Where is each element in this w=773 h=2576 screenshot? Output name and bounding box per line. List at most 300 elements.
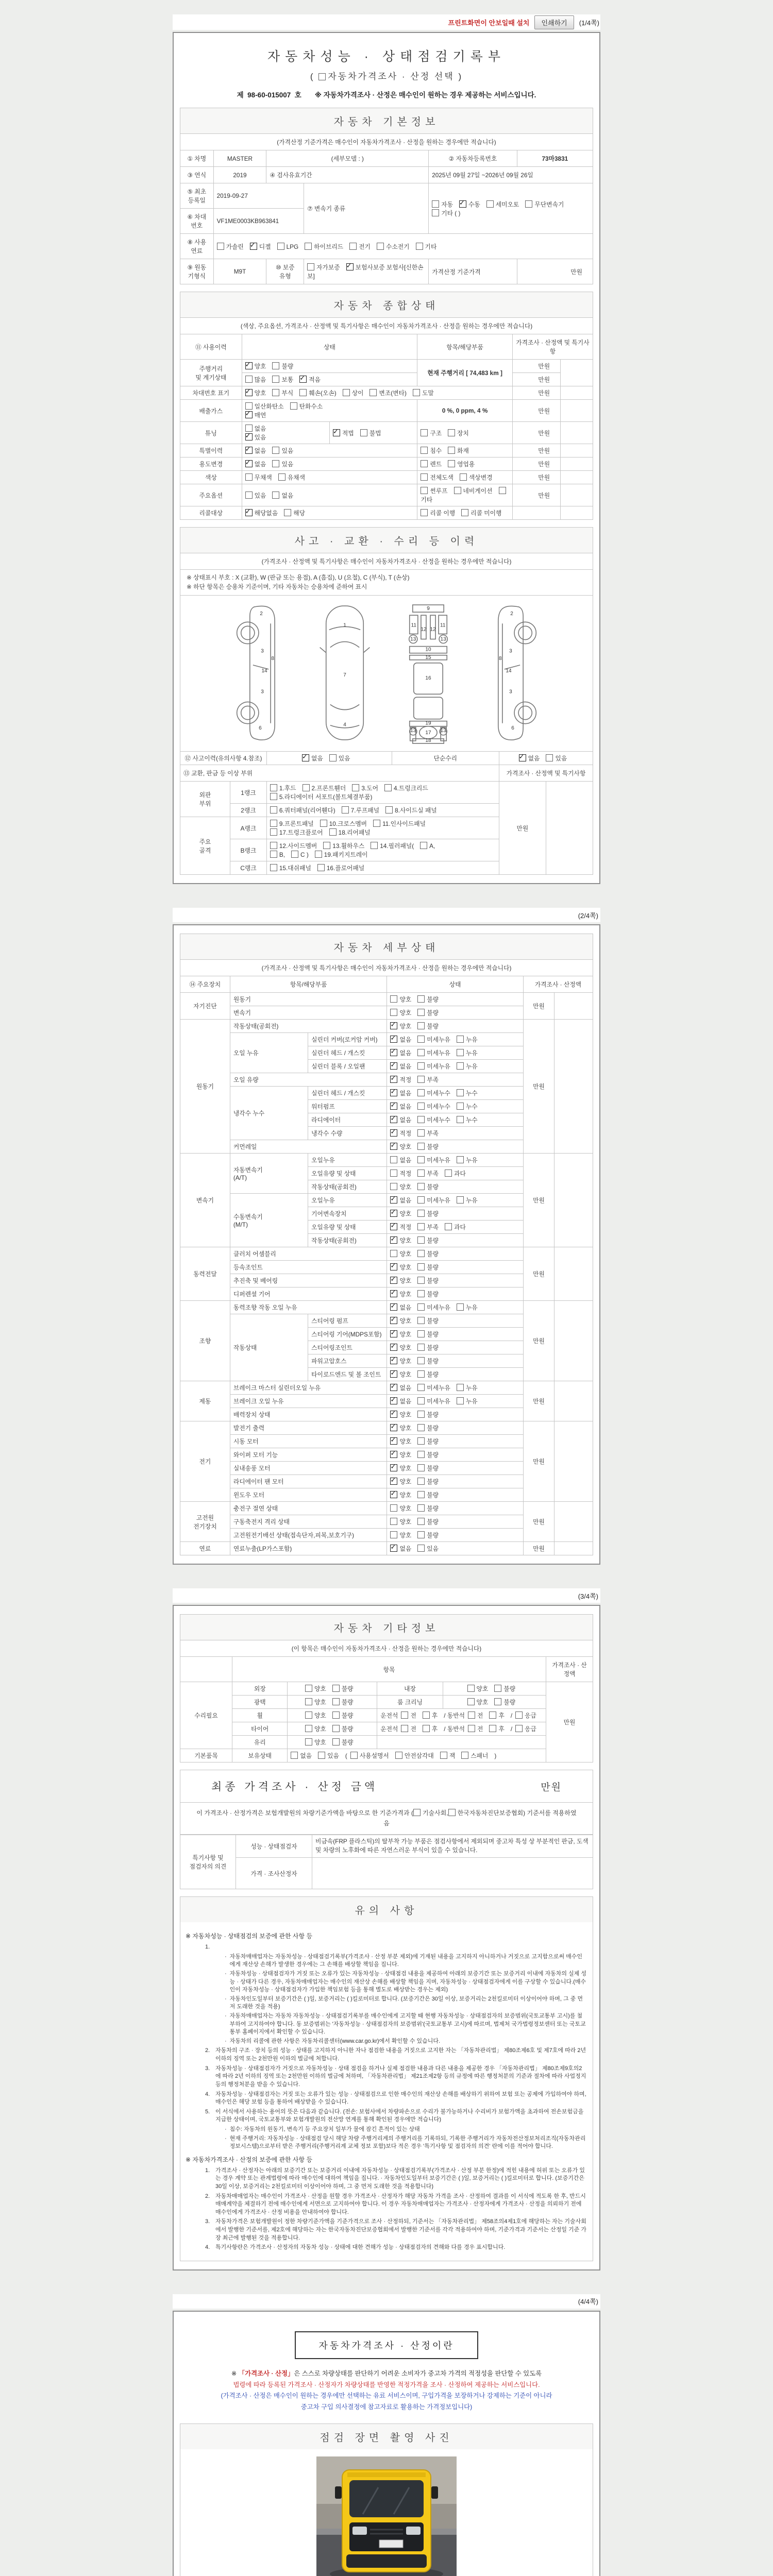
checkbox[interactable] bbox=[390, 1036, 397, 1043]
checkbox[interactable] bbox=[440, 1752, 447, 1759]
checkbox[interactable] bbox=[448, 447, 455, 454]
checkbox[interactable] bbox=[432, 209, 439, 216]
remarks-appraiser-label: 가격 · 조사산정자 bbox=[236, 1858, 312, 1889]
checkbox[interactable] bbox=[421, 429, 428, 436]
checkbox[interactable] bbox=[417, 1049, 425, 1056]
checkbox[interactable] bbox=[457, 1196, 464, 1204]
section-notes bbox=[180, 1896, 593, 2261]
option-label: 양호 bbox=[399, 1317, 412, 1325]
checkbox[interactable] bbox=[270, 828, 277, 836]
checkbox[interactable] bbox=[245, 447, 253, 454]
checkbox[interactable] bbox=[369, 389, 377, 396]
option-label: 적정 bbox=[399, 1170, 412, 1178]
checkbox[interactable] bbox=[448, 429, 455, 436]
checkbox[interactable] bbox=[332, 1685, 340, 1692]
checkbox[interactable] bbox=[305, 243, 312, 250]
checkbox[interactable] bbox=[390, 1103, 397, 1110]
option-label: 불량 bbox=[427, 1478, 439, 1486]
checkbox[interactable] bbox=[390, 1263, 397, 1270]
checkbox[interactable] bbox=[546, 754, 553, 761]
checkbox[interactable] bbox=[360, 429, 367, 436]
option-label: 없음 bbox=[254, 425, 266, 432]
checkbox[interactable] bbox=[270, 793, 277, 800]
checkbox[interactable] bbox=[417, 1089, 425, 1096]
checkbox[interactable] bbox=[390, 1062, 397, 1070]
option-label: 기타 bbox=[421, 496, 433, 503]
row-label: 2랭크 bbox=[230, 804, 267, 817]
checkbox[interactable] bbox=[390, 1518, 397, 1525]
svg-text:15: 15 bbox=[425, 655, 431, 661]
checkbox[interactable] bbox=[390, 1531, 397, 1538]
row-label: 룸 크리닝 bbox=[377, 1696, 443, 1709]
checkbox[interactable] bbox=[315, 851, 322, 858]
checkbox[interactable] bbox=[417, 1518, 425, 1525]
checkbox[interactable] bbox=[390, 1344, 397, 1351]
checkbox[interactable] bbox=[250, 243, 257, 250]
checkbox[interactable] bbox=[390, 1196, 397, 1204]
checkbox[interactable] bbox=[417, 1464, 425, 1471]
checkbox[interactable] bbox=[499, 487, 506, 494]
checkbox[interactable] bbox=[457, 1062, 464, 1070]
checkbox[interactable] bbox=[299, 389, 307, 396]
svg-text:12: 12 bbox=[421, 626, 427, 633]
checkbox[interactable] bbox=[277, 243, 284, 250]
checkbox[interactable] bbox=[390, 1424, 397, 1431]
row-label: 리콜대상 bbox=[180, 506, 242, 520]
checkbox[interactable] bbox=[417, 1116, 425, 1123]
checkbox[interactable] bbox=[417, 1156, 425, 1163]
checkbox[interactable] bbox=[519, 754, 526, 761]
checkbox[interactable] bbox=[417, 1103, 425, 1110]
checkbox[interactable] bbox=[272, 492, 279, 499]
checkbox[interactable] bbox=[417, 1170, 425, 1177]
checkbox[interactable] bbox=[417, 1022, 425, 1029]
option-label: 6.쿼터패널(리어휀다) bbox=[279, 807, 335, 815]
checkbox[interactable] bbox=[417, 1250, 425, 1257]
option-text: ) bbox=[494, 1752, 497, 1760]
device-group-label: 제동 bbox=[180, 1381, 230, 1421]
checkbox[interactable] bbox=[390, 1170, 397, 1177]
row-label: 기어변속장치 bbox=[308, 1207, 387, 1221]
checkbox[interactable] bbox=[343, 389, 350, 396]
option-label: 보험사보증 보험사[신한손보] bbox=[307, 264, 424, 280]
checkbox[interactable] bbox=[401, 1725, 408, 1732]
option-label: 미세누유 bbox=[427, 1036, 450, 1044]
checkbox[interactable] bbox=[417, 1504, 425, 1512]
checkbox[interactable] bbox=[278, 473, 285, 481]
option-label: 양호 bbox=[314, 1712, 326, 1720]
options-cell bbox=[417, 457, 513, 471]
checkbox[interactable] bbox=[385, 806, 393, 814]
checkbox[interactable] bbox=[270, 784, 277, 791]
checkbox[interactable] bbox=[489, 1711, 496, 1719]
checkbox[interactable] bbox=[270, 851, 277, 858]
checkbox[interactable] bbox=[245, 473, 253, 481]
checkbox[interactable] bbox=[284, 509, 291, 516]
option-label: 일산화탄소 bbox=[254, 403, 284, 410]
fuel-options bbox=[213, 234, 593, 259]
checkbox[interactable] bbox=[245, 433, 253, 440]
checkbox[interactable] bbox=[416, 243, 423, 250]
checkbox[interactable] bbox=[245, 460, 253, 467]
page-indicator-1: (1/4쪽) bbox=[579, 19, 599, 27]
checkbox[interactable] bbox=[417, 1183, 425, 1190]
checkbox[interactable] bbox=[417, 1210, 425, 1217]
checkbox[interactable] bbox=[417, 1424, 425, 1431]
checkbox[interactable] bbox=[417, 995, 425, 1003]
checkbox[interactable] bbox=[332, 1698, 340, 1705]
car-diagram-left-side bbox=[228, 602, 294, 745]
checkbox[interactable] bbox=[417, 1545, 425, 1552]
row-label: 실린더 커버(로커암 커버) bbox=[308, 1033, 387, 1046]
checkbox[interactable] bbox=[384, 784, 392, 791]
checkbox[interactable] bbox=[390, 1009, 397, 1016]
checkbox[interactable] bbox=[390, 1504, 397, 1512]
checkbox[interactable] bbox=[303, 784, 310, 791]
option-label: 과다 bbox=[454, 1170, 466, 1178]
checkbox[interactable] bbox=[401, 1711, 408, 1719]
checkbox[interactable] bbox=[350, 1752, 358, 1759]
checkbox[interactable] bbox=[421, 473, 428, 481]
checkbox[interactable] bbox=[270, 806, 277, 814]
checkbox[interactable] bbox=[390, 1250, 397, 1257]
section-detail-note: (가격조사 · 산정액 및 특기사항은 매수인이 자동차가격조사 · 산정을 원하는 경우에만 적습니다) bbox=[180, 959, 593, 976]
checkbox[interactable] bbox=[423, 1725, 430, 1732]
checkbox[interactable] bbox=[333, 429, 340, 436]
checkbox[interactable] bbox=[245, 492, 253, 499]
checkbox[interactable] bbox=[417, 1344, 425, 1351]
checkbox[interactable] bbox=[390, 1330, 397, 1337]
basis-assoc-checkbox[interactable] bbox=[448, 1809, 456, 1816]
price-cell: 만원 bbox=[523, 1154, 554, 1247]
checkbox[interactable] bbox=[423, 1711, 430, 1719]
checkbox[interactable] bbox=[390, 1451, 397, 1458]
option-label: 누유 bbox=[465, 1063, 478, 1071]
options-cell bbox=[387, 1502, 523, 1515]
checkbox[interactable] bbox=[457, 1049, 464, 1056]
checkbox[interactable] bbox=[417, 1263, 425, 1270]
option-label: 없음 bbox=[311, 755, 323, 762]
checkbox[interactable] bbox=[320, 820, 327, 827]
checkbox[interactable] bbox=[373, 820, 380, 827]
checkbox[interactable] bbox=[272, 362, 279, 369]
option-label: 불량 bbox=[341, 1699, 354, 1706]
checkbox[interactable] bbox=[352, 784, 359, 791]
checkbox[interactable] bbox=[420, 842, 427, 849]
document-number: 98-60-015007 bbox=[247, 91, 291, 99]
option-label: 없음 bbox=[399, 1197, 412, 1205]
checkbox[interactable] bbox=[457, 1116, 464, 1123]
device-group-label: 자기진단 bbox=[180, 993, 230, 1020]
checkbox[interactable] bbox=[468, 1711, 475, 1719]
option-label: 후 bbox=[431, 1725, 438, 1733]
checkbox[interactable] bbox=[417, 1330, 425, 1337]
checkbox[interactable] bbox=[371, 842, 378, 849]
checkbox[interactable] bbox=[245, 389, 253, 396]
checkbox[interactable] bbox=[390, 1223, 397, 1230]
checkbox[interactable] bbox=[390, 1183, 397, 1190]
checkbox[interactable] bbox=[457, 1103, 464, 1110]
checkbox[interactable] bbox=[421, 487, 428, 494]
checkbox[interactable] bbox=[421, 460, 428, 467]
checkbox[interactable] bbox=[515, 1725, 523, 1732]
row-label: 보유상태 bbox=[232, 1749, 288, 1762]
checkbox[interactable] bbox=[291, 851, 298, 858]
checkbox[interactable] bbox=[390, 1317, 397, 1324]
svg-text:2: 2 bbox=[260, 611, 263, 617]
checkbox[interactable] bbox=[390, 1089, 397, 1096]
checkbox[interactable] bbox=[323, 842, 330, 849]
checkbox[interactable] bbox=[245, 509, 253, 516]
options-cell bbox=[417, 471, 513, 484]
checkbox[interactable] bbox=[417, 1129, 425, 1137]
options-cell bbox=[387, 1140, 523, 1154]
options-cell bbox=[387, 1287, 523, 1301]
options-cell bbox=[443, 1682, 546, 1696]
checkbox[interactable] bbox=[390, 1277, 397, 1284]
checkbox[interactable] bbox=[245, 376, 253, 383]
checkbox[interactable] bbox=[445, 1223, 452, 1230]
checkbox[interactable] bbox=[299, 376, 307, 383]
checkbox[interactable] bbox=[467, 1685, 475, 1692]
checkbox[interactable] bbox=[390, 995, 397, 1003]
checkbox[interactable] bbox=[457, 1156, 464, 1163]
checkbox[interactable] bbox=[390, 1210, 397, 1217]
checkbox[interactable] bbox=[448, 460, 455, 467]
checkbox[interactable] bbox=[390, 1411, 397, 1418]
checkbox[interactable] bbox=[390, 1022, 397, 1029]
checkbox[interactable] bbox=[417, 1290, 425, 1297]
checkbox[interactable] bbox=[342, 806, 349, 814]
row-label: 와이퍼 모터 기능 bbox=[230, 1448, 387, 1462]
option-label: 부족 bbox=[427, 1130, 439, 1138]
checkbox[interactable] bbox=[390, 1143, 397, 1150]
checkbox[interactable] bbox=[270, 842, 277, 849]
checkbox[interactable] bbox=[421, 447, 428, 454]
option-label: 19.패키지트레이 bbox=[324, 851, 368, 859]
checkbox[interactable] bbox=[245, 411, 253, 418]
checkbox[interactable] bbox=[332, 1725, 340, 1732]
checkbox[interactable] bbox=[291, 1752, 298, 1759]
checkbox[interactable] bbox=[525, 200, 532, 208]
checkbox[interactable] bbox=[432, 200, 439, 208]
checkbox[interactable] bbox=[468, 1725, 475, 1732]
checkbox[interactable] bbox=[390, 1290, 397, 1297]
checkbox[interactable] bbox=[390, 1464, 397, 1471]
checkbox[interactable] bbox=[390, 1491, 397, 1498]
final-price-label: 최종 가격조사 · 산정 금액 bbox=[211, 1781, 378, 1793]
checkbox[interactable] bbox=[489, 1725, 496, 1732]
checkbox[interactable] bbox=[390, 1049, 397, 1056]
value-year: 2019 bbox=[213, 167, 266, 183]
checkbox[interactable] bbox=[390, 1545, 397, 1552]
checkbox[interactable] bbox=[272, 447, 279, 454]
option-label: 미세누수 bbox=[427, 1090, 450, 1097]
checkbox[interactable] bbox=[417, 1223, 425, 1230]
checkbox[interactable] bbox=[332, 1738, 340, 1745]
row-label: 유리 bbox=[232, 1736, 288, 1749]
checkbox[interactable] bbox=[417, 1062, 425, 1070]
checkbox[interactable] bbox=[390, 1478, 397, 1485]
checkbox[interactable] bbox=[305, 1685, 312, 1692]
checkbox[interactable] bbox=[390, 1156, 397, 1163]
checkbox[interactable] bbox=[390, 1116, 397, 1123]
option-label: 불량 bbox=[427, 1264, 439, 1272]
checkbox[interactable] bbox=[245, 402, 253, 410]
checkbox[interactable] bbox=[417, 1478, 425, 1485]
row-label: 실린더 헤드 / 개스킷 bbox=[308, 1087, 387, 1100]
checkbox[interactable] bbox=[270, 820, 277, 827]
checkbox[interactable] bbox=[457, 1384, 464, 1391]
checkbox[interactable] bbox=[515, 1711, 523, 1719]
checkbox[interactable] bbox=[290, 402, 297, 410]
option-label: 불량 bbox=[427, 1344, 439, 1352]
option-label: 15.대쉬패널 bbox=[279, 865, 311, 872]
checkbox[interactable] bbox=[305, 1725, 312, 1732]
row-label: 실린더 헤드 / 개스킷 bbox=[308, 1046, 387, 1060]
option-label: 누유 bbox=[465, 1304, 478, 1312]
checkbox[interactable] bbox=[390, 1129, 397, 1137]
checkbox[interactable] bbox=[307, 263, 314, 270]
checkbox[interactable] bbox=[245, 362, 253, 369]
checkbox[interactable] bbox=[417, 1384, 425, 1391]
notes-bullet-item: · 자동차성능 · 상태점검자가 거짓 또는 오류가 있는 자동차성능 · 상태점검 내용을 제공하여 아래의 보증기간 또는 보증거리 이내에 자동차의 실제 성능 · 상태가 다른 경우, 자동차매매업자는 매수인의 재산상 손해를 배상할 책임을 지며, 자동차성능 · 상태점검자에게 이를 구상할 수 있습니다.(매수인이 자동차성능 · 상태점검자가 가입한 책임보험 등을 통해 별도로 배상받는 경우는 제외) bbox=[225, 1970, 586, 1993]
column-header: 항목/해당부품 bbox=[417, 334, 513, 360]
checkbox[interactable] bbox=[305, 1698, 312, 1705]
option-label: 적정 bbox=[399, 1076, 412, 1084]
checkbox[interactable] bbox=[417, 1143, 425, 1150]
checkbox[interactable] bbox=[272, 460, 279, 467]
checkbox[interactable] bbox=[390, 1236, 397, 1244]
document-number-line: 제 98-60-015007 호 ※ 자동차가격조사 · 산정은 매수인이 원하는 경우 제공하는 서비스입니다. bbox=[180, 89, 593, 99]
checkbox[interactable] bbox=[417, 1451, 425, 1458]
checkbox[interactable] bbox=[417, 1076, 425, 1083]
checkbox[interactable] bbox=[413, 389, 420, 396]
checkbox[interactable] bbox=[332, 1711, 340, 1719]
checkbox[interactable] bbox=[245, 425, 253, 432]
svg-text:2: 2 bbox=[510, 611, 513, 617]
checkbox[interactable] bbox=[270, 864, 277, 871]
checkbox[interactable] bbox=[329, 828, 337, 836]
checkbox[interactable] bbox=[217, 243, 224, 250]
option-label: 양호 bbox=[399, 1465, 412, 1472]
checkbox[interactable] bbox=[346, 263, 354, 270]
checkbox[interactable] bbox=[417, 1437, 425, 1445]
checkbox[interactable] bbox=[457, 1303, 464, 1311]
checkbox[interactable] bbox=[445, 1170, 452, 1177]
checkbox[interactable] bbox=[417, 1277, 425, 1284]
checkbox[interactable] bbox=[459, 200, 466, 208]
option-label: 불량 bbox=[427, 1465, 439, 1472]
checkbox[interactable] bbox=[317, 864, 325, 871]
checkbox[interactable] bbox=[494, 1685, 501, 1692]
checkbox[interactable] bbox=[272, 376, 279, 383]
checkbox[interactable] bbox=[390, 1397, 397, 1404]
option-label: B, bbox=[279, 851, 285, 859]
checkbox[interactable] bbox=[461, 1752, 468, 1759]
checkbox[interactable] bbox=[272, 389, 279, 396]
checkbox[interactable] bbox=[417, 1397, 425, 1404]
empty-cell bbox=[561, 506, 593, 520]
checkbox[interactable] bbox=[417, 1357, 425, 1364]
options-cell bbox=[387, 1354, 523, 1368]
checkbox[interactable] bbox=[318, 1752, 325, 1759]
checkbox[interactable] bbox=[460, 473, 467, 481]
checkbox[interactable] bbox=[417, 1236, 425, 1244]
checkbox[interactable] bbox=[417, 1411, 425, 1418]
option-label: 색상변경 bbox=[468, 474, 493, 481]
checkbox[interactable] bbox=[305, 1711, 312, 1719]
checkbox[interactable] bbox=[457, 1397, 464, 1404]
checkbox[interactable] bbox=[494, 1698, 501, 1705]
checkbox[interactable] bbox=[457, 1036, 464, 1043]
checkbox[interactable] bbox=[390, 1357, 397, 1364]
label-base-price: 가격산정 기준가격 bbox=[429, 259, 517, 284]
checkbox[interactable] bbox=[417, 1370, 425, 1378]
print-button[interactable]: 인쇄하기 bbox=[534, 15, 574, 29]
price-cell: 만원 bbox=[546, 1682, 593, 1762]
value-engine-type: M9T bbox=[213, 259, 266, 284]
row-label: 주행거리 및 계기상태 bbox=[180, 360, 242, 386]
checkbox[interactable] bbox=[390, 1384, 397, 1391]
section-other-note: (이 항목은 매수인이 자동차가격조사 · 산정을 원하는 경우에만 적습니다) bbox=[180, 1640, 593, 1656]
row-label: 브레이크 마스터 실린더오일 누유 bbox=[230, 1381, 387, 1395]
checkbox[interactable] bbox=[454, 487, 461, 494]
checkbox[interactable] bbox=[417, 1317, 425, 1324]
device-group-label: 전기 bbox=[180, 1421, 230, 1502]
price-survey-select-checkbox[interactable] bbox=[318, 73, 326, 80]
row-label: 색상 bbox=[180, 471, 242, 484]
page-indicator-bar-2 bbox=[173, 908, 600, 922]
checkbox[interactable] bbox=[390, 1303, 397, 1311]
checkbox[interactable] bbox=[461, 509, 468, 516]
row-label: 타이어 bbox=[232, 1722, 288, 1736]
checkbox[interactable] bbox=[417, 1036, 425, 1043]
basis-engineer-checkbox[interactable] bbox=[413, 1809, 421, 1816]
checkbox[interactable] bbox=[302, 754, 309, 761]
options-cell bbox=[288, 1696, 377, 1709]
checkbox[interactable] bbox=[417, 1491, 425, 1498]
option-label: 양호 bbox=[399, 1264, 412, 1272]
option-label: 있음 bbox=[254, 492, 266, 499]
checkbox[interactable] bbox=[390, 1437, 397, 1445]
checkbox[interactable] bbox=[390, 1076, 397, 1083]
checkbox[interactable] bbox=[457, 1089, 464, 1096]
checkbox[interactable] bbox=[421, 509, 428, 516]
checkbox[interactable] bbox=[486, 200, 494, 208]
checkbox[interactable] bbox=[417, 1196, 425, 1204]
checkbox[interactable] bbox=[417, 1303, 425, 1311]
checkbox[interactable] bbox=[377, 243, 384, 250]
checkbox[interactable] bbox=[417, 1009, 425, 1016]
checkbox[interactable] bbox=[349, 243, 357, 250]
photos-title: 점검 장면 촬영 사진 bbox=[180, 2424, 593, 2449]
checkbox[interactable] bbox=[417, 1531, 425, 1538]
options-cell bbox=[387, 1127, 523, 1140]
row-label: 윈도우 모터 bbox=[230, 1488, 387, 1502]
checkbox[interactable] bbox=[467, 1698, 475, 1705]
row-label: 커먼레일 bbox=[230, 1140, 387, 1154]
options-cell bbox=[387, 1033, 523, 1046]
label-first-reg: ⑤ 최초 등록일 bbox=[180, 183, 214, 209]
checkbox[interactable] bbox=[329, 754, 337, 761]
checkbox[interactable] bbox=[395, 1752, 402, 1759]
option-label: 리콜 미이행 bbox=[470, 510, 502, 517]
checkbox[interactable] bbox=[390, 1370, 397, 1378]
notes-section-heading: ※ 자동차성능 · 상태점검의 보증에 관한 사항 등 bbox=[186, 1933, 313, 1940]
price-cell: 만원 bbox=[523, 1020, 554, 1154]
checkbox[interactable] bbox=[305, 1738, 312, 1745]
